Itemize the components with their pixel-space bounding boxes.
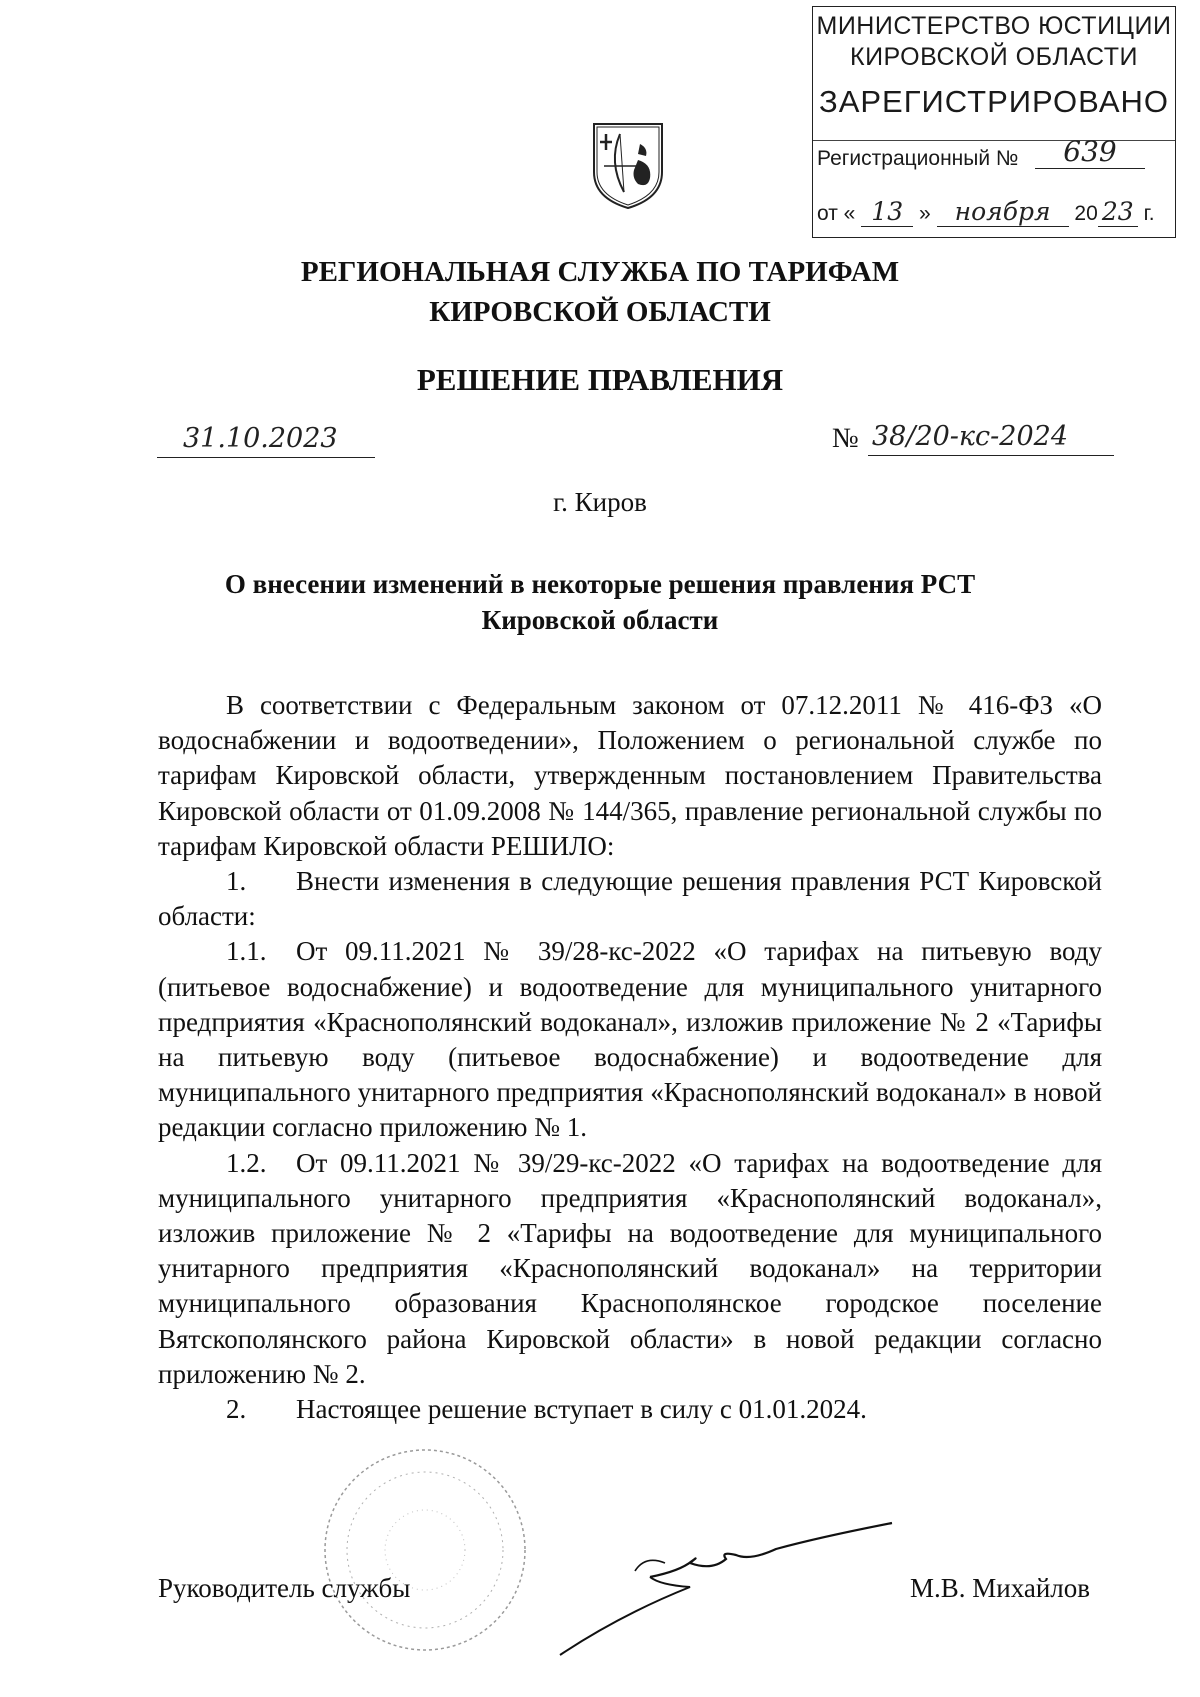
stamp-date-year-suffix: 23: [1098, 197, 1138, 227]
stamp-registered: ЗАРЕГИСТРИРОВАНО: [818, 84, 1169, 119]
item-number: 1.1.: [226, 936, 267, 967]
item-paragraph: [158, 934, 1102, 1145]
decision-date: 31.10.2023: [157, 422, 375, 458]
agency-line1: РЕГИОНАЛЬНАЯ СЛУЖБА ПО ТАРИФАМ: [300, 256, 900, 288]
item-number: 1.: [226, 866, 247, 897]
stamp-date-end: г.: [1143, 202, 1155, 225]
stamp-date-prefix: от «: [817, 202, 856, 225]
official-seal-icon: [305, 1440, 545, 1660]
registration-stamp: [812, 6, 1176, 238]
city: г. Киров: [553, 487, 647, 517]
stamp-date-year-prefix: 20: [1074, 202, 1098, 225]
signature-icon: [540, 1515, 900, 1665]
stamp-reg-number: 639: [1035, 135, 1145, 169]
stamp-ministry-line1: МИНИСТЕРСТВО ЮСТИЦИИ: [816, 12, 1172, 40]
stamp-reg-label: Регистрационный №: [817, 147, 1019, 170]
subject-line1: О внесении изменений в некоторые решения правления РСТ: [224, 569, 976, 599]
document-type: РЕШЕНИЕ ПРАВЛЕНИЯ: [416, 362, 784, 397]
stamp-ministry-line2: КИРОВСКОЙ ОБЛАСТИ: [850, 43, 1138, 71]
item-text: От 09.11.2021 № 39/28-кс-2022 «О тарифах на питьевую воду (питьевое водоснабжение) и водоотведение для муниципального унитарного предприятия «Краснополянский водоканал», изложив приложение № 2 «Тарифы на питьевую воду (питьевое водоснабжение) и водоотведение для муниципального унитарного предприятия «Краснополянский водоканал» в новой редакции согласно приложению № 1.: [158, 936, 1102, 1143]
stamp-date-line: [817, 197, 1155, 227]
stamp-date-day: 13: [861, 197, 913, 227]
coat-of-arms-icon: [590, 120, 666, 210]
preamble-paragraph: В соответствии с Федеральным законом от 07.12.2011 № 416-ФЗ «О водоснабжении и водоотведении», Положением о региональной службе по тарифам Кировской области, утвержденным постановлением Правительства Кировской области от 01.09.2008 № 144/365, правление региональной службы по тарифам Кировской области РЕШИЛО:: [158, 690, 1102, 861]
subject-line2: Кировской области: [481, 605, 719, 635]
agency-name: [0, 252, 1200, 332]
item-paragraph: [158, 864, 1102, 934]
item-text: Настоящее решение вступает в силу с 01.01.2024.: [296, 1394, 867, 1425]
stamp-ministry: [813, 11, 1175, 73]
decision-subject: [200, 566, 1000, 638]
signer-name: М.В. Михайлов: [910, 1573, 1091, 1603]
item-number: 2.: [226, 1394, 247, 1425]
decision-body: [158, 688, 1102, 1427]
item-paragraph: [158, 1392, 1102, 1427]
agency-line2: КИРОВСКОЙ ОБЛАСТИ: [429, 296, 771, 328]
item-paragraph: [158, 1146, 1102, 1392]
stamp-date-mid: »: [919, 202, 931, 225]
decision-number: 38/20-кс-2024: [868, 420, 1114, 456]
item-text: Внести изменения в следующие решения правления РСТ Кировской области:: [158, 866, 1102, 932]
item-text: От 09.11.2021 № 39/29-кс-2022 «О тарифах на водоотведение для муниципального унитарного предприятия «Краснополянский водоканал», изложив приложение № 2 «Тарифы на водоотведение для муниципального унитарного предприятия «Краснополянский водоканал» на территории муниципального образования Краснополянское городское поселение Вятскополянского района Кировской области» в новой редакции согласно приложению № 2.: [158, 1147, 1102, 1389]
item-number: 1.2.: [226, 1147, 267, 1178]
decision-number-label: №: [832, 423, 859, 454]
stamp-date-month: ноября: [937, 197, 1069, 227]
signer-title: Руководитель службы: [158, 1573, 411, 1603]
